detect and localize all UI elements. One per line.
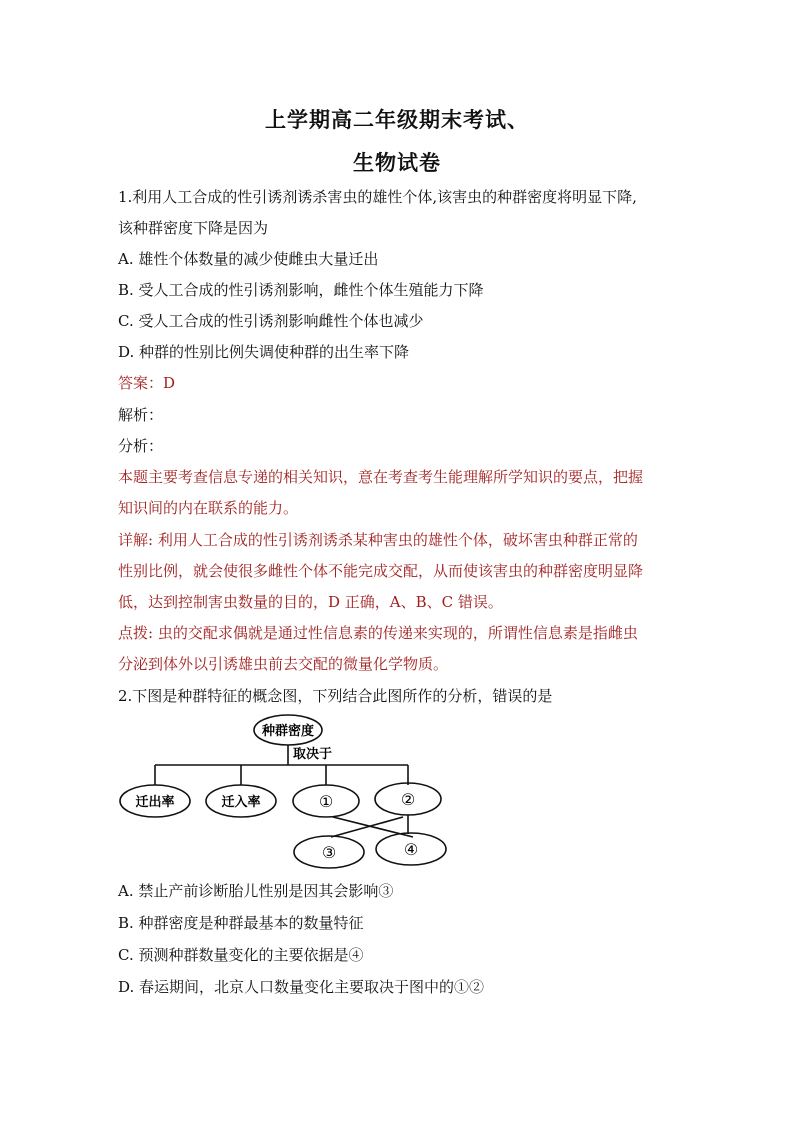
q1-option-c: C. 受人工合成的性引诱剂影响雌性个体也减少	[118, 312, 424, 330]
q1-option-b: B. 受人工合成的性引诱剂影响，雌性个体生殖能力下降	[118, 281, 484, 299]
q1-stem-line-1: 1.利用人工合成的性引诱剂诱杀害虫的雄性个体,该害虫的种群密度将明显下降,	[118, 188, 637, 206]
q1-tip-line-2: 分泌到体外以引诱雄虫前去交配的微量化学物质。	[118, 655, 449, 673]
node-2-label: ②	[400, 790, 416, 809]
root-label: 种群密度	[261, 724, 315, 739]
q1-fenxi-line-2: 知识间的内在联系的能力。	[118, 499, 299, 517]
q1-tip-line-1: 点拨: 虫的交配求偶就是通过性信息素的传递来实现的，所谓性信息素是指雌虫	[118, 624, 638, 642]
page-subtitle: 生物试卷	[353, 150, 441, 175]
q2-stem: 2.下图是种群特征的概念图，下列结合此图所作的分析，错误的是	[118, 687, 553, 705]
q1-stem-line-2: 该种群密度下降是因为	[118, 219, 269, 237]
node-immigration-label: 迁入率	[221, 795, 261, 810]
q1-detail-line-2: 性别比例，就会使很多雌性个体不能完成交配，从而使该害虫的种群密度明显降	[118, 562, 644, 580]
node-emigration-label: 迁出率	[135, 795, 175, 810]
q1-fenxi-label: 分析：	[118, 437, 164, 455]
population-concept-diagram	[118, 712, 458, 872]
q1-analysis-label: 解析：	[118, 406, 164, 424]
q1-detail-line-1: 详解: 利用人工合成的性引诱剂诱杀某种害虫的雄性个体，破坏害虫种群正常的	[118, 531, 638, 549]
q1-option-d: D. 种群的性别比例失调使种群的出生率下降	[118, 343, 410, 361]
edge-label: 取决于	[293, 747, 333, 762]
q1-answer: 答案：D	[118, 374, 176, 392]
q2-option-c: C. 预测种群数量变化的主要依据是④	[118, 946, 364, 964]
q2-option-a: A. 禁止产前诊断胎儿性别是因其会影响③	[118, 882, 394, 900]
node-1-label: ①	[318, 792, 334, 811]
node-3-label: ③	[321, 843, 337, 862]
q2-option-b: B. 种群密度是种群最基本的数量特征	[118, 914, 364, 932]
q1-fenxi-line-1: 本题主要考查信息专递的相关知识，意在考查考生能理解所学知识的要点，把握	[118, 468, 644, 486]
q1-detail-line-3: 低，达到控制害虫数量的目的，D 正确，A、B、C 错误。	[118, 593, 503, 611]
node-4-label: ④	[403, 840, 419, 859]
q1-option-a: A. 雄性个体数量的减少使雌虫大量迁出	[118, 250, 379, 268]
page-title: 上学期高二年级期末考试、	[265, 107, 529, 132]
q2-option-d: D. 春运期间，北京人口数量变化主要取决于图中的①②	[118, 978, 485, 996]
